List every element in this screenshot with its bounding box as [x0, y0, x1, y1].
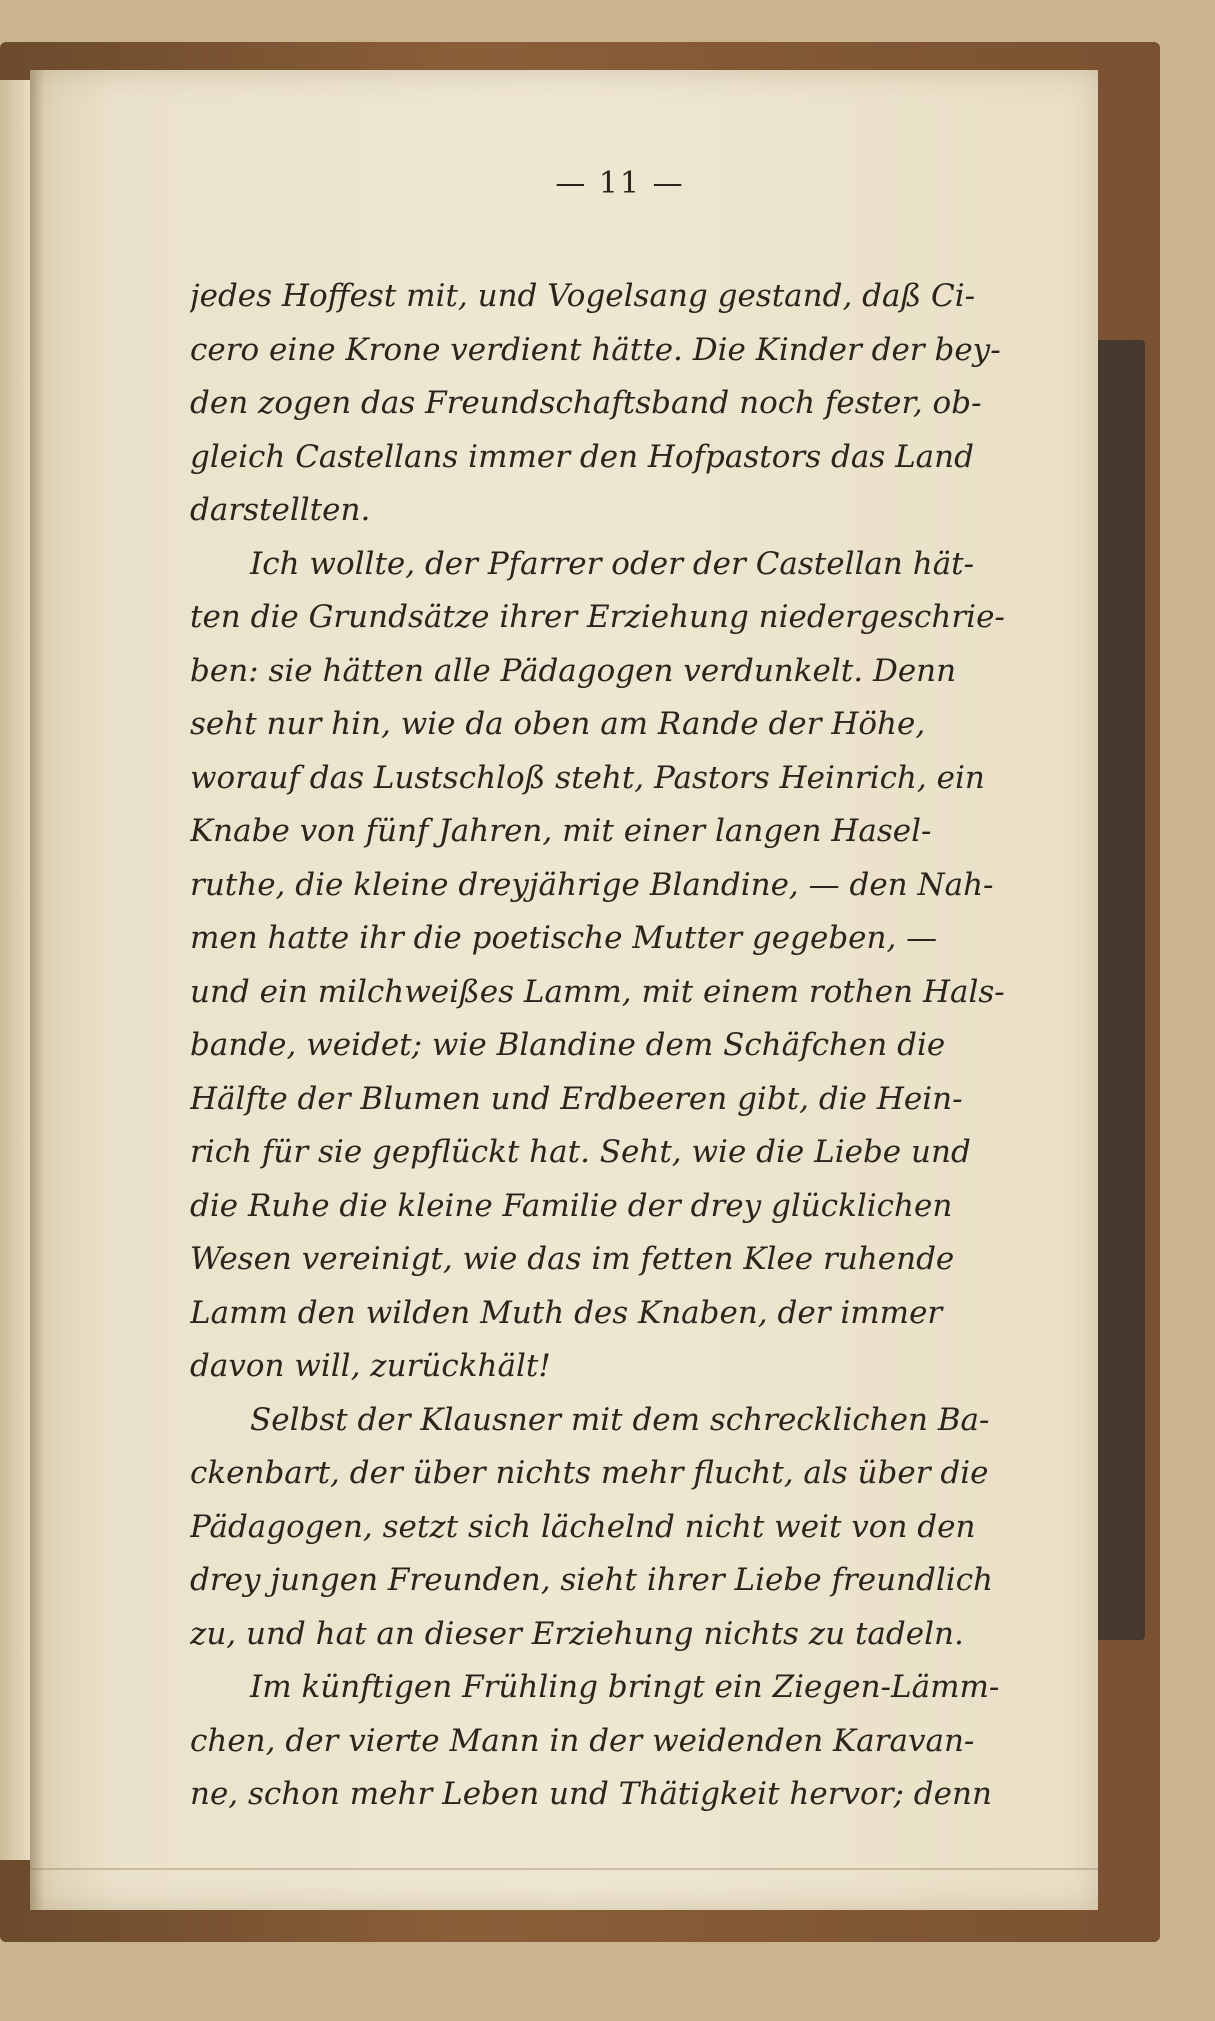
text-line: Wesen vereinigt, wie das im fetten Klee ruhende	[190, 1241, 955, 1277]
body-text	[190, 270, 1070, 1822]
text-line: gleich Castellans immer den Hofpastors das Land	[190, 438, 974, 475]
book-page	[30, 70, 1098, 1910]
text-line: Hälfte der Blumen und Erdbeeren gibt, die Hein-	[190, 1080, 963, 1117]
text-line: chen, der vierte Mann in der weidenden Karavan-	[190, 1722, 975, 1759]
text-line: zu, und hat an dieser Erziehung nichts zu tadeln.	[190, 1615, 964, 1652]
page-number: — 11 —	[555, 166, 685, 201]
text-line: Knabe von fünf Jahren, mit einer langen Hasel-	[190, 813, 932, 849]
text-line: Im künftigen Frühling bringt ein Ziegen-Lämm-	[250, 1669, 1000, 1705]
text-line: jedes Hoffest mit, und Vogelsang gestand, daß Ci-	[190, 278, 976, 314]
text-line: men hatte ihr die poetische Mutter gegeben, —	[190, 920, 938, 956]
text-line: ten die Grundsätze ihrer Erziehung niedergeschrie-	[190, 599, 1005, 635]
text-line: den zogen das Freundschaftsband noch fester, ob-	[190, 385, 982, 421]
text-line: seht nur hin, wie da oben am Rande der Höhe,	[190, 706, 926, 742]
text-line: Lamm den wilden Muth des Knaben, der immer	[190, 1294, 943, 1331]
page-gutter	[30, 70, 44, 1910]
text-line: Pädagogen, setzt sich lächelnd nicht weit von den	[190, 1508, 976, 1545]
text-line: davon will, zurückhält!	[190, 1348, 551, 1384]
text-line: Selbst der Klausner mit dem schrecklichen Ba-	[250, 1401, 990, 1438]
text-line: ne, schon mehr Leben und Thätigkeit hervor; denn	[190, 1776, 992, 1812]
text-line: und ein milchweißes Lamm, mit einem rothen Hals-	[190, 973, 1005, 1010]
text-line: darstellten.	[190, 492, 371, 528]
facing-page-edge	[0, 80, 30, 1860]
cover-worn-patch	[1095, 340, 1145, 1640]
text-line: die Ruhe die kleine Familie der drey glücklichen	[190, 1187, 953, 1224]
text-line: ckenbart, der über nichts mehr flucht, als über die	[190, 1455, 989, 1491]
text-line: rich für sie gepflückt hat. Seht, wie die Liebe und	[190, 1134, 971, 1170]
text-line: worauf das Lustschloß steht, Pastors Heinrich, ein	[190, 759, 985, 796]
page-crease	[30, 1868, 1098, 1870]
text-line: cero eine Krone verdient hätte. Die Kinder der bey-	[190, 331, 1001, 368]
text-line: ben: sie hätten alle Pädagogen verdunkelt. Denn	[190, 652, 957, 689]
text-line: ruthe, die kleine dreyjährige Blandine, — den Nah-	[190, 866, 994, 903]
text-line: bande, weidet; wie Blandine dem Schäfchen die	[190, 1027, 946, 1063]
text-line: Ich wollte, der Pfarrer oder der Castellan hät-	[250, 545, 975, 582]
text-line: drey jungen Freunden, sieht ihrer Liebe freundlich	[190, 1562, 994, 1598]
